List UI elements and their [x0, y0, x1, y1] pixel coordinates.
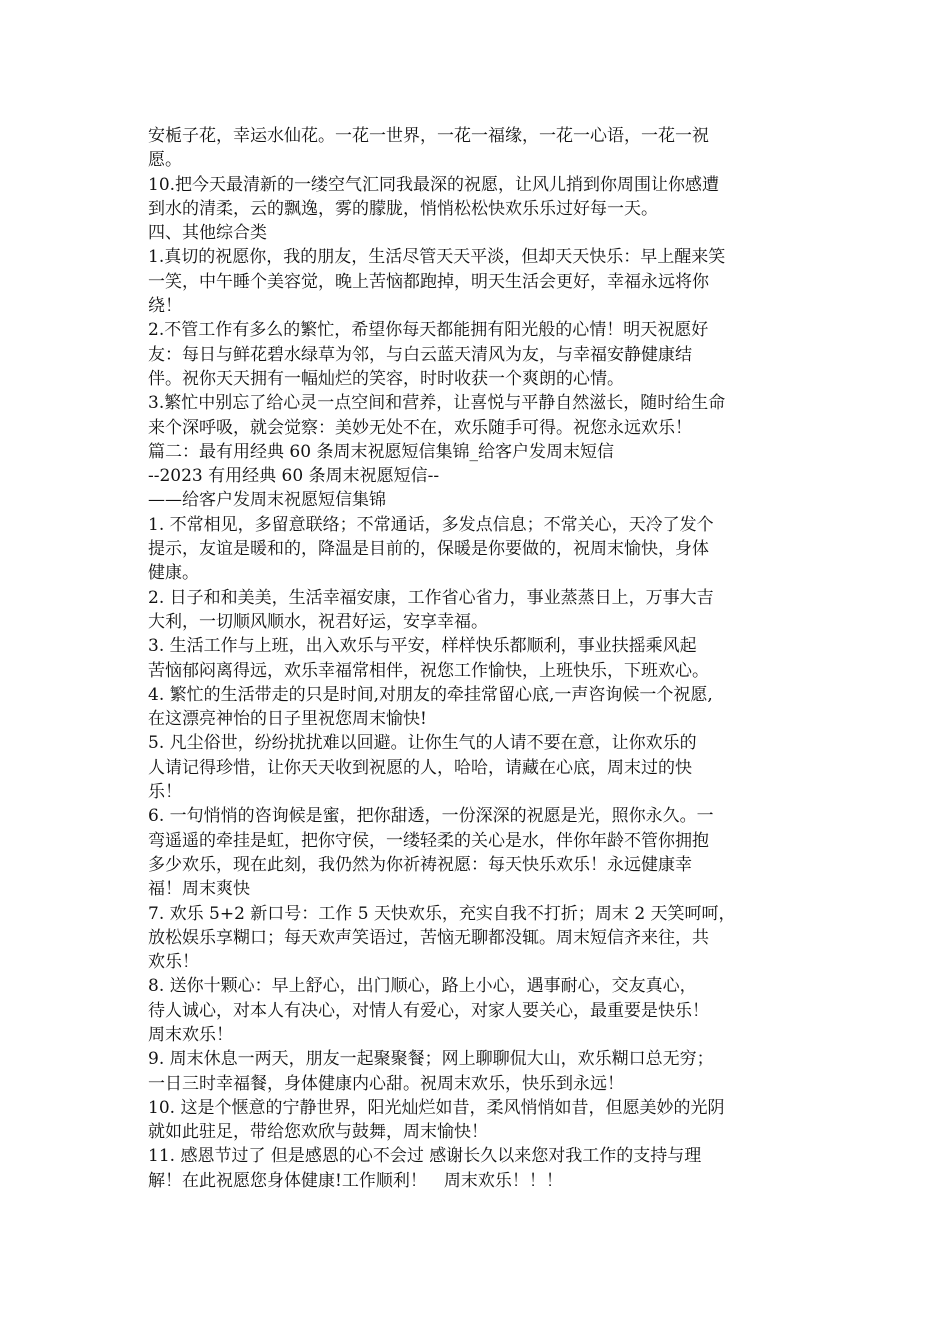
text-line: 欢乐！ — [148, 952, 199, 973]
text-line: 多少欢乐，现在此刻，我仍然为你祈祷祝愿：每天快乐欢乐！永远健康幸 — [148, 854, 692, 875]
text-line: 4. 繁忙的生活带走的只是时间,对朋友的牵挂常留心底,一声咨询候一个祝愿, — [148, 684, 713, 705]
text-line: 6. 一句悄悄的咨询候是蜜，把你甜透，一份深深的祝愿是光，照你永久。一 — [148, 806, 714, 827]
text-line: 10.把今天最清新的一缕空气汇同我最深的祝愿，让风儿捎到你周围让你感遭 — [148, 174, 720, 195]
chapter-title: 篇二：最有用经典 60 条周末祝愿短信集锦_给客户发周末短信 — [148, 441, 614, 462]
text-line: 安栀子花，幸运水仙花。一花一世界，一花一福缘，一花一心语，一花一祝 — [148, 126, 709, 146]
text-line: 8. 送你十颗心：早上舒心，出门顺心，路上小心，遇事耐心，交友真心， — [148, 976, 697, 997]
text-line: 弯遥遥的牵挂是虹，把你守侯，一缕轻柔的关心是水，伴你年龄不管你拥抱 — [148, 830, 709, 851]
document-body — [148, 124, 808, 1193]
text-line: 愿。 — [148, 150, 182, 171]
text-line: 2.不管工作有多么的繁忙，希望你每天都能拥有阳光般的心情！明天祝愿好 — [148, 320, 709, 341]
text-line: 周末欢乐！ — [148, 1024, 233, 1045]
text-line: 乐！ — [148, 782, 182, 803]
text-line: 解！在此祝愿您身体健康!工作顺利！ 周末欢乐！！！ — [148, 1170, 563, 1191]
text-line: 来个深呼吸，就会觉察：美妙无处不在，欢乐随手可得。祝您永远欢乐！ — [148, 417, 692, 438]
text-line: 人请记得珍惜，让你天天收到祝愿的人，哈哈，请藏在心底，周末过的快 — [148, 757, 692, 778]
text-line: 7. 欢乐 5+2 新口号：工作 5 天快欢乐，充实自我不打折；周末 2 天笑呵呵， — [148, 903, 736, 924]
text-line: 2. 日子和和美美，生活幸福安康，工作省心省力，事业蒸蒸日上，万事大吉 — [148, 587, 714, 608]
text-line: 就如此驻足，带给您欢欣与鼓舞，周末愉快！ — [148, 1122, 488, 1143]
text-line: 提示，友谊是暖和的，降温是目前的，保暖是你要做的，祝周末愉快，身体 — [148, 539, 709, 560]
text-line: 放松娱乐享糊口；每天欢声笑语过，苦恼无聊都没辄。周末短信齐来往，共 — [148, 927, 709, 948]
text-line: 9. 周末休息一两天，朋友一起聚聚餐；网上聊聊侃大山，欢乐糊口总无穷； — [148, 1049, 714, 1070]
text-line: 福！周末爽快 — [148, 879, 250, 900]
text-line: 5. 凡尘俗世，纷纷扰扰难以回避。让你生气的人请不要在意，让你欢乐的 — [148, 733, 697, 754]
text-line: 伴。祝你天天拥有一幅灿烂的笑容，时时收获一个爽朗的心情。 — [148, 368, 624, 389]
text-line: 健康。 — [148, 563, 199, 584]
text-line: 11. 感恩节过了 但是感恩的心不会过 感谢长久以来您对我工作的支持与理 — [148, 1146, 702, 1167]
text-line: 待人诚心，对本人有决心，对情人有爱心，对家人要关心，最重要是快乐！ — [148, 1000, 709, 1021]
text-line: 一笑，中午睡个美容觉，晚上苦恼都跑掉，明天生活会更好，幸福永远将你 — [148, 271, 709, 292]
text-line: 1. 不常相见，多留意联络；不常通话，多发点信息；不常关心，天冷了发个 — [148, 514, 714, 535]
text-line: 3. 生活工作与上班，出入欢乐与平安，样样快乐都顺利，事业扶摇乘风起 — [148, 636, 697, 657]
text-line: 1.真切的祝愿你，我的朋友，生活尽管天天平淡，但却天天快乐：早上醒来笑 — [148, 247, 726, 268]
text-line: 苦恼郁闷离得远，欢乐幸福常相伴，祝您工作愉快，上班快乐，下班欢心。 — [148, 660, 709, 681]
text-line: 10. 这是个惬意的宁静世界，阳光灿烂如昔，柔风悄悄如昔，但愿美妙的光阴 — [148, 1097, 725, 1118]
text-line: 友：每日与鲜花碧水绿草为邻，与白云蓝天清风为友，与幸福安静健康结 — [148, 344, 692, 365]
text-line: 一日三时幸福餐，身体健康内心甜。祝周末欢乐，快乐到永远！ — [148, 1073, 624, 1094]
section-heading: 四、其他综合类 — [148, 223, 267, 244]
subtitle-line: --2023 有用经典 60 条周末祝愿短信-- — [148, 466, 440, 487]
subtitle-line: ——给客户发周末祝愿短信集锦 — [148, 490, 386, 511]
text-line: 到水的清柔，云的飘逸，雾的朦胧，悄悄松松快欢乐乐过好每一天。 — [148, 198, 658, 219]
text-line: 在这漂亮神怡的日子里祝您周末愉快! — [148, 709, 427, 730]
text-line: 大利，一切顺风顺水，祝君好运，安享幸福。 — [148, 611, 488, 632]
text-line: 3.繁忙中别忘了给心灵一点空间和营养，让喜悦与平静自然滋长，随时给生命 — [148, 393, 726, 414]
text-line: 绕！ — [148, 296, 182, 317]
